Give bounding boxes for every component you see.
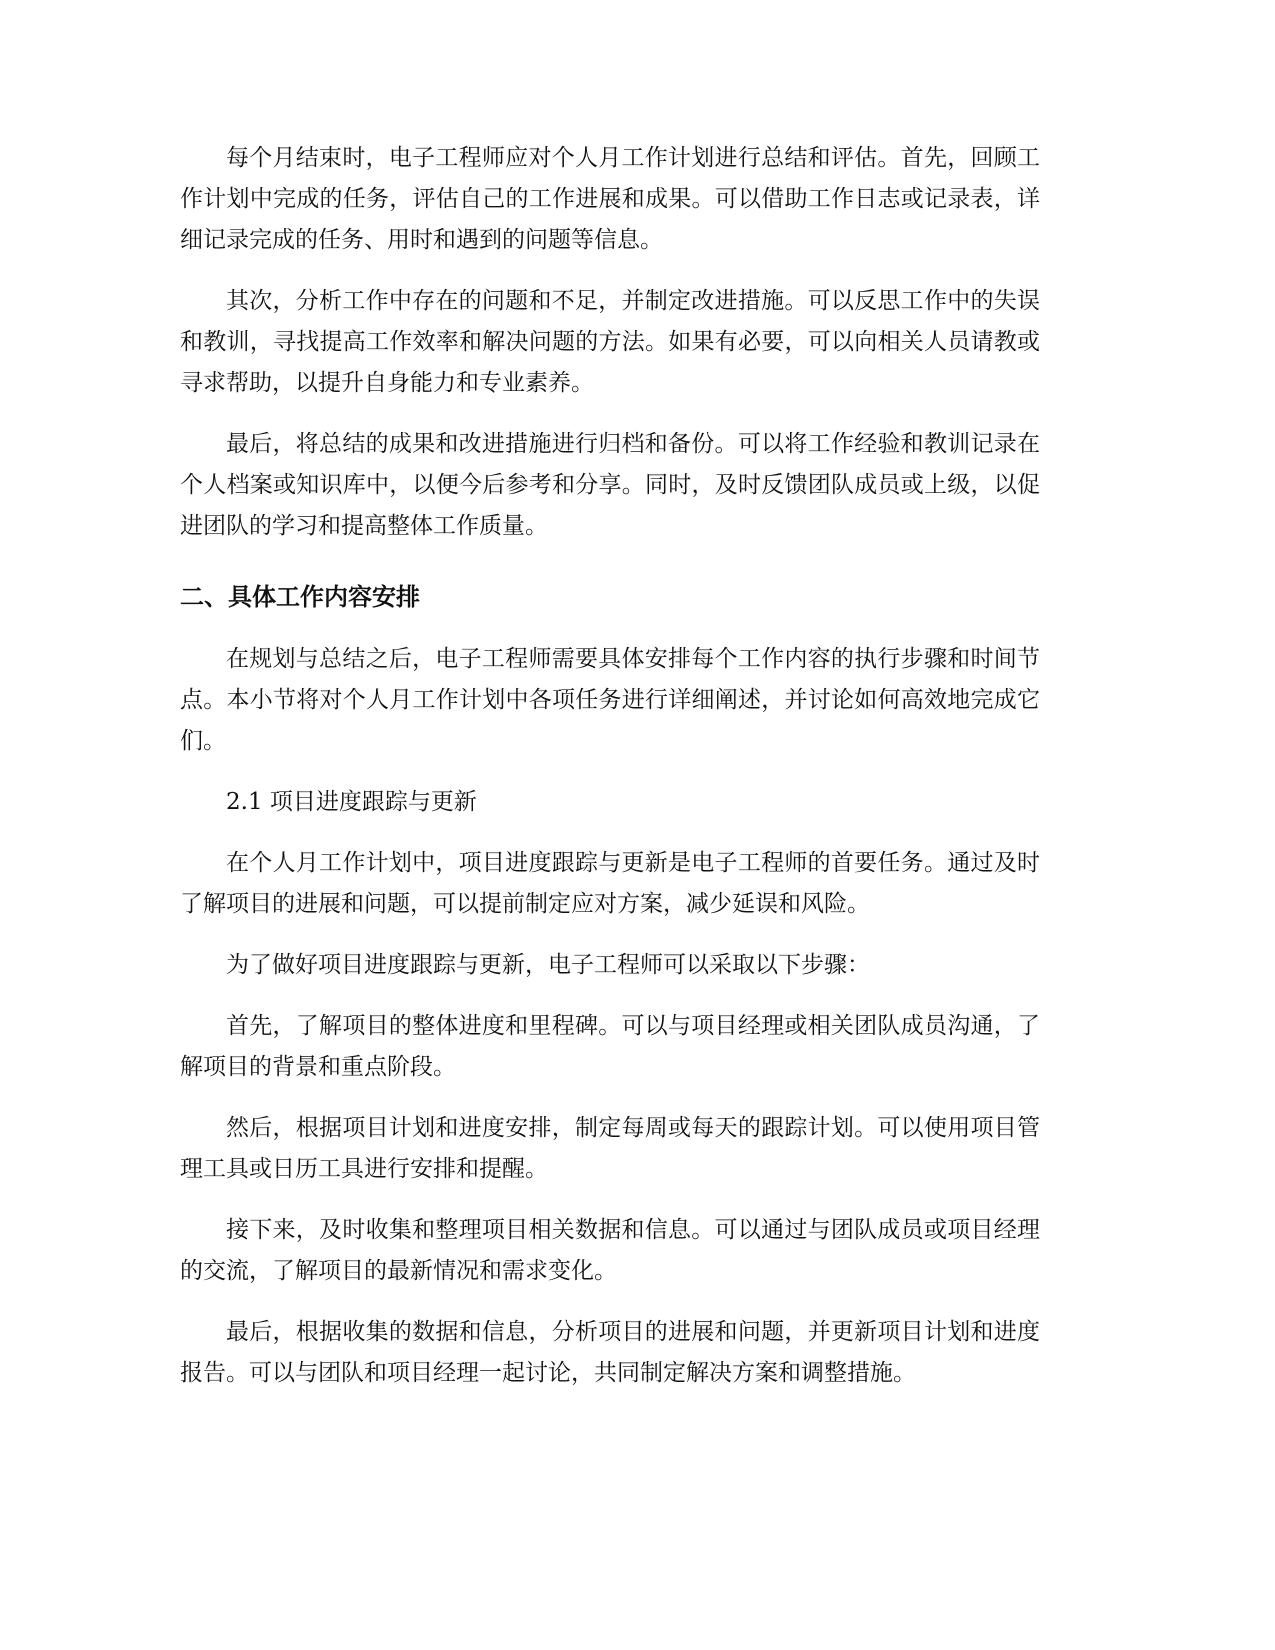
paragraph-steps-intro: 为了做好项目进度跟踪与更新，电子工程师可以采取以下步骤： — [226, 952, 870, 978]
section-intro-paragraph: 在规划与总结之后，电子工程师需要具体安排每个工作内容的执行步骤和时间节点。本小节将对个人月工作计划中各项任务进行详细阐述，并讨论如何高效地完成它们。 — [180, 646, 1040, 754]
section-heading: 二、具体工作内容安排 — [180, 583, 420, 611]
paragraph-step-next: 接下来，及时收集和整理项目相关数据和信息。可以通过与团队成员或项目经理的交流，了解项目的最新情况和需求变化。 — [180, 1217, 1040, 1284]
paragraph-step-then: 然后，根据项目计划和进度安排，制定每周或每天的跟踪计划。可以使用项目管理工具或日历工具进行安排和提醒。 — [180, 1115, 1040, 1182]
paragraph-analysis-improvement: 其次，分析工作中存在的问题和不足，并制定改进措施。可以反思工作中的失误和教训，寻找提高工作效率和解决问题的方法。如果有必要，可以向相关人员请教或寻求帮助，以提升自身能力和专业素养。 — [180, 288, 1040, 396]
paragraph-progress-task: 在个人月工作计划中，项目进度跟踪与更新是电子工程师的首要任务。通过及时了解项目的进展和问题，可以提前制定应对方案，减少延误和风险。 — [180, 850, 1040, 917]
paragraph-step-first: 首先，了解项目的整体进度和里程碑。可以与项目经理或相关团队成员沟通，了解项目的背景和重点阶段。 — [180, 1013, 1040, 1080]
paragraph-summary-review: 每个月结束时，电子工程师应对个人月工作计划进行总结和评估。首先，回顾工作计划中完成的任务，评估自己的工作进展和成果。可以借助工作日志或记录表，详细记录完成的任务、用时和遇到的问题等信息。 — [180, 145, 1040, 253]
document-page — [180, 138, 1040, 1414]
paragraph-archive-feedback: 最后，将总结的成果和改进措施进行归档和备份。可以将工作经验和教训记录在个人档案或知识库中，以便今后参考和分享。同时，及时反馈团队成员或上级，以促进团队的学习和提高整体工作质量。 — [180, 431, 1040, 539]
paragraph-step-last: 最后，根据收集的数据和信息，分析项目的进展和问题，并更新项目计划和进度报告。可以与团队和项目经理一起讨论，共同制定解决方案和调整措施。 — [180, 1319, 1040, 1386]
subsection-heading: 2.1 项目进度跟踪与更新 — [226, 789, 477, 815]
